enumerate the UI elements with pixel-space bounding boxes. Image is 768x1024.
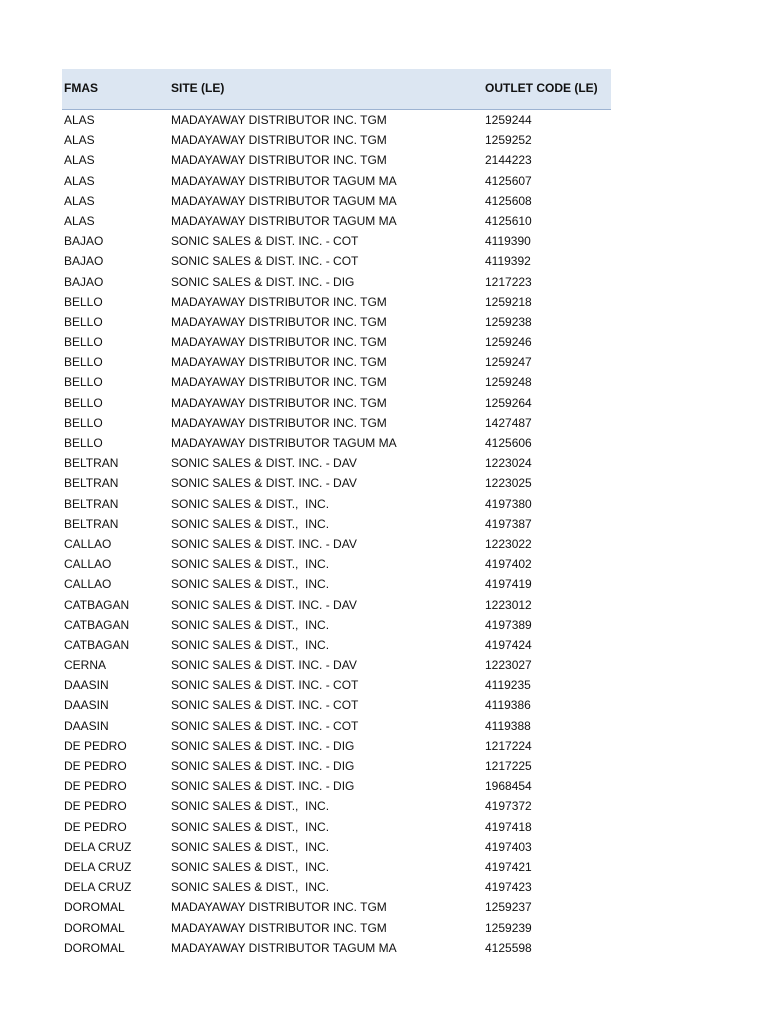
cell-outlet-code: 1259247 bbox=[485, 355, 532, 370]
table-row bbox=[62, 756, 611, 776]
cell-fmas: BELLO bbox=[64, 436, 103, 450]
cell-site: SONIC SALES & DIST. INC. - COT bbox=[171, 234, 359, 249]
cell-site: SONIC SALES & DIST. INC. - DAV bbox=[171, 456, 357, 471]
cell-site: SONIC SALES & DIST. INC. - DAV bbox=[171, 597, 357, 612]
table-row bbox=[62, 776, 611, 796]
table-row bbox=[62, 352, 611, 372]
cell-outlet-code: 4125608 bbox=[485, 193, 532, 208]
cell-fmas: DAASIN bbox=[64, 698, 109, 713]
cell-fmas: ALAS bbox=[64, 213, 95, 228]
table-row bbox=[62, 433, 611, 453]
cell-outlet-code: 1259248 bbox=[485, 375, 532, 390]
cell-site: SONIC SALES & DIST. INC. - DIG bbox=[171, 274, 355, 289]
cell-outlet-code: 1223022 bbox=[485, 536, 532, 551]
cell-fmas: DE PEDRO bbox=[64, 799, 127, 814]
cell-site: SONIC SALES & DIST. INC. - DIG bbox=[171, 738, 355, 753]
cell-outlet-code: 4197424 bbox=[485, 637, 532, 652]
cell-fmas: BELLO bbox=[64, 294, 103, 309]
table-row bbox=[62, 514, 611, 534]
cell-site: MADAYAWAY DISTRIBUTOR TAGUM MA bbox=[171, 213, 397, 228]
cell-fmas: BAJAO bbox=[64, 254, 104, 269]
cell-site: SONIC SALES & DIST. INC. - COT bbox=[171, 678, 359, 693]
outlet-table bbox=[62, 69, 611, 958]
cell-fmas: DE PEDRO bbox=[64, 779, 127, 794]
cell-fmas: DELA CRUZ bbox=[64, 880, 132, 895]
cell-outlet-code: 1259264 bbox=[485, 395, 532, 410]
table-row bbox=[62, 534, 611, 554]
cell-fmas: CATBAGAN bbox=[64, 597, 130, 612]
table-row bbox=[62, 595, 611, 615]
cell-site: MADAYAWAY DISTRIBUTOR INC. TGM bbox=[171, 355, 387, 370]
cell-fmas: DAASIN bbox=[64, 718, 109, 733]
cell-site: SONIC SALES & DIST., INC. bbox=[171, 557, 330, 572]
header-fmas: FMAS bbox=[64, 81, 98, 95]
table-header bbox=[62, 69, 611, 110]
cell-outlet-code: 4197421 bbox=[485, 859, 532, 874]
cell-site: SONIC SALES & DIST., INC. bbox=[171, 637, 330, 652]
table-row bbox=[62, 150, 611, 170]
cell-fmas: ALAS bbox=[64, 153, 95, 168]
table-row bbox=[62, 393, 611, 413]
cell-fmas: DE PEDRO bbox=[64, 759, 127, 773]
cell-site: SONIC SALES & DIST. INC. - COT bbox=[171, 698, 359, 713]
table-row bbox=[62, 372, 611, 392]
table-row bbox=[62, 332, 611, 352]
cell-outlet-code: 4197387 bbox=[485, 516, 532, 531]
table-row bbox=[62, 574, 611, 594]
cell-site: SONIC SALES & DIST., INC. bbox=[171, 859, 330, 874]
cell-outlet-code: 4197372 bbox=[485, 799, 532, 814]
cell-outlet-code: 4119386 bbox=[485, 698, 531, 713]
header-outlet-code: OUTLET CODE (LE) bbox=[485, 81, 598, 95]
cell-site: SONIC SALES & DIST., INC. bbox=[171, 880, 330, 895]
cell-fmas: ALAS bbox=[64, 113, 95, 127]
cell-outlet-code: 4197423 bbox=[485, 880, 532, 895]
cell-fmas: DE PEDRO bbox=[64, 738, 127, 753]
cell-fmas: BELLO bbox=[64, 314, 103, 329]
cell-outlet-code: 1217223 bbox=[485, 274, 532, 289]
cell-outlet-code: 4119388 bbox=[485, 718, 531, 733]
table-row bbox=[62, 494, 611, 514]
cell-fmas: BELTRAN bbox=[64, 516, 119, 531]
cell-site: SONIC SALES & DIST., INC. bbox=[171, 516, 330, 531]
cell-site: MADAYAWAY DISTRIBUTOR INC. TGM bbox=[171, 375, 387, 390]
cell-site: SONIC SALES & DIST. INC. - DAV bbox=[171, 658, 357, 673]
table-row bbox=[62, 110, 611, 130]
cell-fmas: BELLO bbox=[64, 395, 103, 410]
cell-outlet-code: 1223012 bbox=[485, 597, 532, 612]
table-row bbox=[62, 695, 611, 715]
cell-site: MADAYAWAY DISTRIBUTOR INC. TGM bbox=[171, 335, 387, 350]
cell-fmas: DOROMAL bbox=[64, 900, 125, 915]
table-row bbox=[62, 817, 611, 837]
cell-fmas: BELLO bbox=[64, 335, 103, 350]
cell-site: MADAYAWAY DISTRIBUTOR INC. TGM bbox=[171, 395, 387, 410]
cell-site: SONIC SALES & DIST., INC. bbox=[171, 617, 330, 632]
cell-outlet-code: 4119390 bbox=[485, 234, 531, 249]
cell-outlet-code: 1259238 bbox=[485, 314, 532, 329]
cell-site: MADAYAWAY DISTRIBUTOR INC. TGM bbox=[171, 294, 387, 309]
cell-outlet-code: 4125607 bbox=[485, 173, 532, 188]
cell-fmas: DELA CRUZ bbox=[64, 859, 132, 874]
cell-fmas: BAJAO bbox=[64, 234, 104, 249]
cell-fmas: ALAS bbox=[64, 173, 95, 188]
cell-fmas: DOROMAL bbox=[64, 940, 125, 955]
cell-outlet-code: 1223025 bbox=[485, 476, 532, 491]
cell-outlet-code: 4197380 bbox=[485, 496, 532, 511]
table-row bbox=[62, 837, 611, 857]
cell-site: SONIC SALES & DIST. INC. - DIG bbox=[171, 759, 355, 773]
cell-outlet-code: 4119235 bbox=[485, 678, 531, 693]
cell-site: SONIC SALES & DIST., INC. bbox=[171, 799, 330, 814]
cell-outlet-code: 1259239 bbox=[485, 920, 532, 935]
table-row bbox=[62, 635, 611, 655]
cell-outlet-code: 4197389 bbox=[485, 617, 532, 632]
table-row bbox=[62, 211, 611, 231]
cell-site: MADAYAWAY DISTRIBUTOR TAGUM MA bbox=[171, 940, 397, 955]
cell-outlet-code: 1223027 bbox=[485, 658, 532, 673]
cell-fmas: BELTRAN bbox=[64, 456, 119, 471]
header-site: SITE (LE) bbox=[171, 81, 225, 95]
cell-site: MADAYAWAY DISTRIBUTOR INC. TGM bbox=[171, 920, 387, 935]
cell-outlet-code: 1259246 bbox=[485, 335, 532, 350]
table-row bbox=[62, 413, 611, 433]
table-row bbox=[62, 736, 611, 756]
table-row bbox=[62, 615, 611, 635]
cell-site: SONIC SALES & DIST. INC. - COT bbox=[171, 718, 359, 733]
cell-outlet-code: 1259218 bbox=[485, 294, 532, 309]
cell-outlet-code: 4197403 bbox=[485, 839, 532, 854]
table-row bbox=[62, 292, 611, 312]
cell-outlet-code: 4197418 bbox=[485, 819, 532, 834]
cell-fmas: BELLO bbox=[64, 355, 103, 370]
table-row bbox=[62, 857, 611, 877]
cell-site: MADAYAWAY DISTRIBUTOR INC. TGM bbox=[171, 153, 387, 168]
cell-outlet-code: 4197419 bbox=[485, 577, 532, 592]
table-row bbox=[62, 877, 611, 897]
cell-fmas: DELA CRUZ bbox=[64, 839, 132, 854]
table-row bbox=[62, 171, 611, 191]
cell-site: SONIC SALES & DIST. INC. - DIG bbox=[171, 779, 355, 794]
cell-fmas: CATBAGAN bbox=[64, 637, 130, 652]
cell-site: SONIC SALES & DIST. INC. - DAV bbox=[171, 476, 357, 491]
table-row bbox=[62, 453, 611, 473]
cell-fmas: CATBAGAN bbox=[64, 617, 130, 632]
cell-fmas: BELLO bbox=[64, 375, 103, 390]
cell-site: MADAYAWAY DISTRIBUTOR TAGUM MA bbox=[171, 436, 397, 450]
cell-fmas: ALAS bbox=[64, 193, 95, 208]
cell-outlet-code: 4125606 bbox=[485, 436, 532, 450]
cell-outlet-code: 4197402 bbox=[485, 557, 532, 572]
table-row bbox=[62, 796, 611, 816]
cell-site: MADAYAWAY DISTRIBUTOR INC. TGM bbox=[171, 314, 387, 329]
cell-site: MADAYAWAY DISTRIBUTOR INC. TGM bbox=[171, 113, 387, 127]
table-row bbox=[62, 675, 611, 695]
cell-outlet-code: 1223024 bbox=[485, 456, 532, 471]
cell-site: SONIC SALES & DIST., INC. bbox=[171, 577, 330, 592]
table-body bbox=[62, 110, 611, 958]
cell-site: SONIC SALES & DIST., INC. bbox=[171, 496, 330, 511]
cell-fmas: CALLAO bbox=[64, 557, 112, 572]
table-row bbox=[62, 312, 611, 332]
cell-outlet-code: 1217225 bbox=[485, 759, 532, 773]
cell-outlet-code: 1259244 bbox=[485, 113, 532, 127]
table-row bbox=[62, 716, 611, 736]
cell-site: SONIC SALES & DIST., INC. bbox=[171, 839, 330, 854]
cell-outlet-code: 4119392 bbox=[485, 254, 531, 269]
cell-fmas: ALAS bbox=[64, 133, 95, 148]
table-row bbox=[62, 938, 611, 958]
cell-site: MADAYAWAY DISTRIBUTOR TAGUM MA bbox=[171, 173, 397, 188]
table-row bbox=[62, 655, 611, 675]
table-row bbox=[62, 191, 611, 211]
cell-fmas: CALLAO bbox=[64, 536, 112, 551]
cell-outlet-code: 2144223 bbox=[485, 153, 532, 168]
cell-fmas: DE PEDRO bbox=[64, 819, 127, 834]
cell-site: MADAYAWAY DISTRIBUTOR INC. TGM bbox=[171, 133, 387, 148]
cell-site: MADAYAWAY DISTRIBUTOR TAGUM MA bbox=[171, 193, 397, 208]
cell-fmas: CERNA bbox=[64, 658, 107, 673]
cell-fmas: CALLAO bbox=[64, 577, 112, 592]
table-row bbox=[62, 918, 611, 938]
table-row bbox=[62, 251, 611, 271]
table-row bbox=[62, 473, 611, 493]
cell-outlet-code: 4125598 bbox=[485, 940, 532, 955]
cell-fmas: DOROMAL bbox=[64, 920, 125, 935]
cell-site: SONIC SALES & DIST. INC. - COT bbox=[171, 254, 359, 269]
cell-fmas: BELTRAN bbox=[64, 476, 119, 491]
table-row bbox=[62, 554, 611, 574]
cell-site: MADAYAWAY DISTRIBUTOR INC. TGM bbox=[171, 900, 387, 915]
table-row bbox=[62, 272, 611, 292]
cell-outlet-code: 1427487 bbox=[485, 415, 532, 430]
cell-outlet-code: 1259252 bbox=[485, 133, 532, 148]
cell-site: SONIC SALES & DIST., INC. bbox=[171, 819, 330, 834]
cell-fmas: BAJAO bbox=[64, 274, 104, 289]
cell-outlet-code: 1968454 bbox=[485, 779, 532, 794]
table-row bbox=[62, 897, 611, 917]
table-row bbox=[62, 130, 611, 150]
cell-fmas: BELTRAN bbox=[64, 496, 119, 511]
cell-site: MADAYAWAY DISTRIBUTOR INC. TGM bbox=[171, 415, 387, 430]
cell-outlet-code: 1259237 bbox=[485, 900, 532, 915]
cell-fmas: DAASIN bbox=[64, 678, 109, 693]
cell-fmas: BELLO bbox=[64, 415, 103, 430]
cell-outlet-code: 1217224 bbox=[485, 738, 532, 753]
cell-site: SONIC SALES & DIST. INC. - DAV bbox=[171, 536, 357, 551]
cell-outlet-code: 4125610 bbox=[485, 213, 532, 228]
table-row bbox=[62, 231, 611, 251]
